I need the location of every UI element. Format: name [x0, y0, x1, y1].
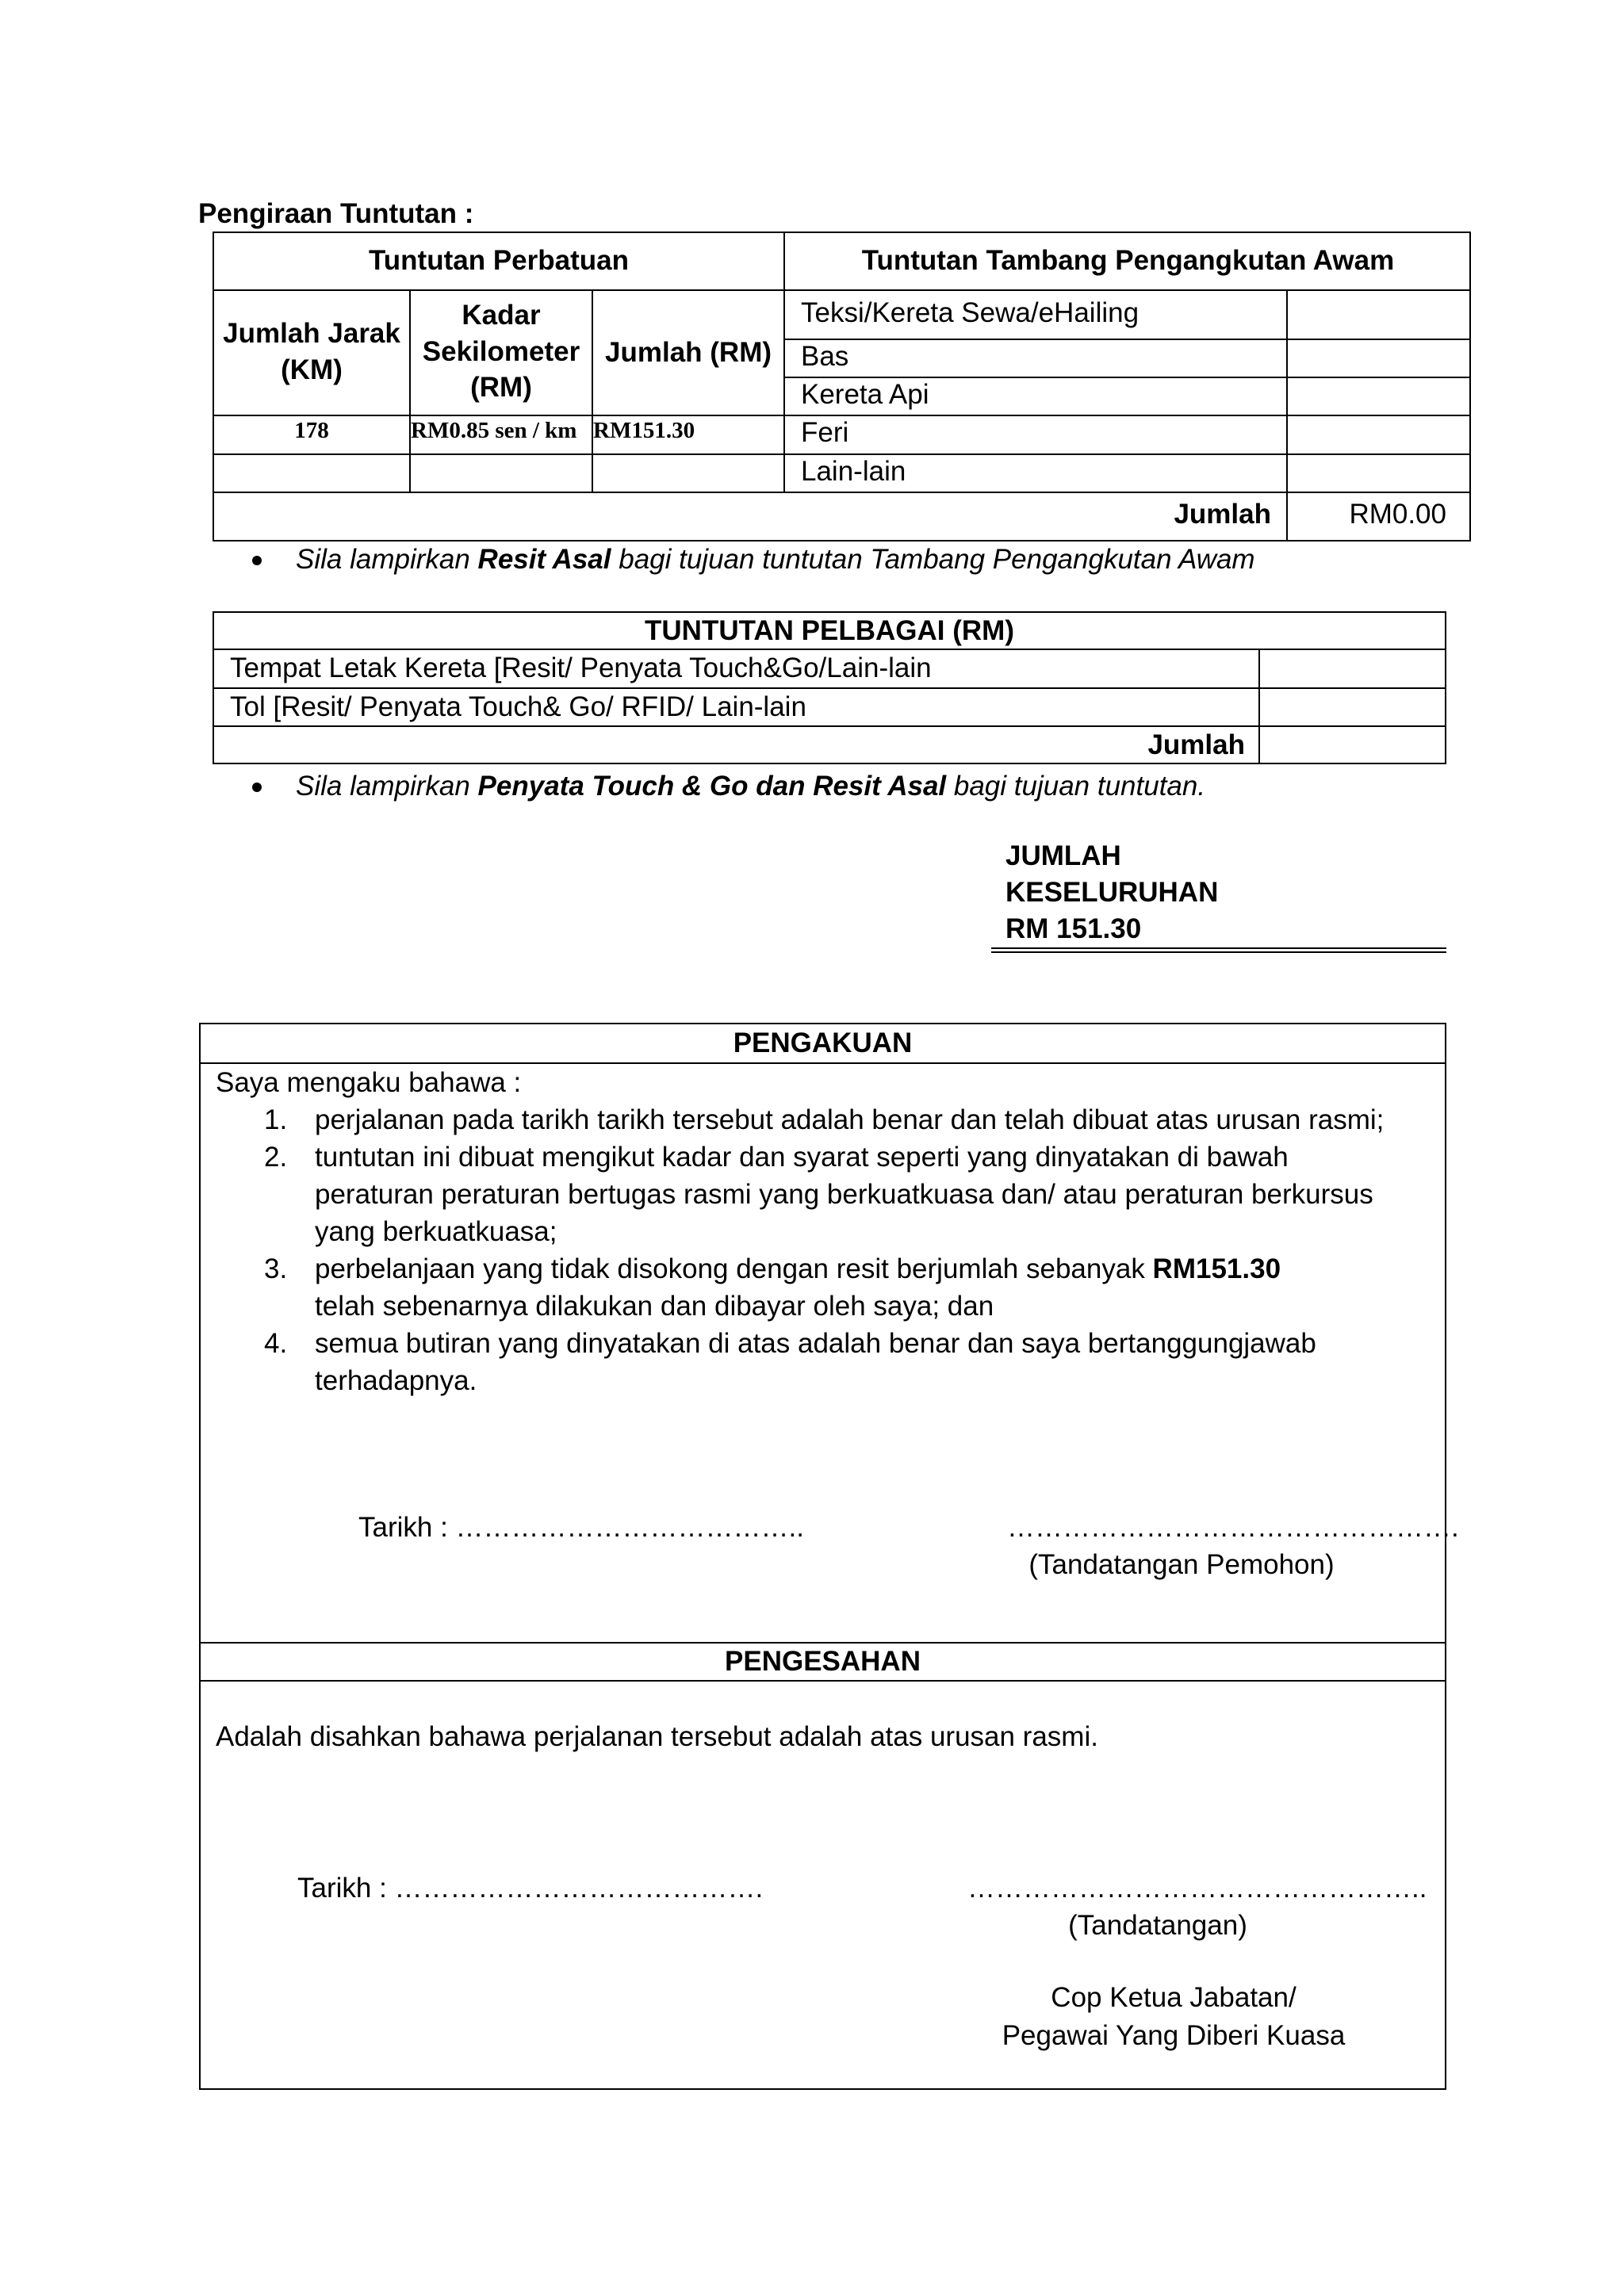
misc-total-label: Jumlah: [1147, 729, 1245, 760]
rate-value: RM0.85 sen / km: [411, 418, 577, 443]
transport-total-value: RM0.00: [1349, 499, 1446, 530]
col-amount-header: Jumlah (RM): [605, 337, 772, 368]
declaration-item-number: 3.: [264, 1253, 288, 1284]
col-distance-header: Jumlah Jarak (KM): [223, 318, 400, 385]
declaration-item-text: yang berkuatkuasa;: [315, 1216, 557, 1247]
note-touchngo: Sila lampirkan Penyata Touch & Go dan Resit Asal bagi tujuan tuntutan.: [296, 771, 1206, 802]
declaration-item-text: telah sebenarnya dilakukan dan dibayar oleh saya; dan: [315, 1291, 994, 1322]
transport-item: Feri: [801, 417, 849, 448]
transport-item: Bas: [801, 341, 849, 372]
transport-item: Kereta Api: [801, 379, 929, 410]
misc-item: Tempat Letak Kereta [Resit/ Penyata Touch&Go/Lain-lain: [230, 652, 932, 683]
verification-signature-label: (Tandatangan): [1068, 1910, 1247, 1941]
verification-header: PENGESAHAN: [725, 1646, 921, 1677]
declaration-item-text: terhadapnya.: [315, 1365, 477, 1396]
bullet-icon: [252, 783, 262, 792]
declaration-item-number: 2.: [264, 1142, 288, 1173]
grand-total-underline: [991, 947, 1446, 949]
distance-value: 178: [294, 418, 329, 443]
col-rate-header: Kadar Sekilometer (RM): [422, 300, 580, 403]
applicant-date-field[interactable]: Tarikh : ………………………………..: [358, 1512, 804, 1543]
grand-total: JUMLAH KESELURUHAN RM 151.30: [1005, 840, 1219, 944]
verification-date-field[interactable]: Tarikh : ………………………………….: [297, 1873, 764, 1904]
declaration-item-text: semua butiran yang dinyatakan di atas adalah benar dan saya bertanggungjawab: [315, 1328, 1316, 1359]
declaration-item-text: peraturan peraturan bertugas rasmi yang berkuatkuasa dan/ atau peraturan berkursus: [315, 1179, 1373, 1210]
amount-value: RM151.30: [593, 418, 695, 443]
misc-item: Tol [Resit/ Penyata Touch& Go/ RFID/ Lain-lain: [230, 691, 806, 722]
transport-header: Tuntutan Tambang Pengangkutan Awam: [861, 245, 1395, 276]
misc-header: TUNTUTAN PELBAGAI (RM): [645, 615, 1014, 646]
applicant-signature-label: (Tandatangan Pemohon): [1028, 1549, 1335, 1580]
transport-total-label: Jumlah: [1174, 499, 1271, 530]
applicant-signature-line[interactable]: ………………………………………….: [1007, 1512, 1459, 1543]
declaration-item-text: perbelanjaan yang tidak disokong dengan resit berjumlah sebanyak RM151.30: [315, 1253, 1281, 1284]
declaration-item-number: 4.: [264, 1328, 288, 1359]
declaration-item-number: 1.: [264, 1104, 288, 1135]
mileage-header: Tuntutan Perbatuan: [369, 245, 629, 276]
section-title: Pengiraan Tuntutan :: [198, 198, 474, 229]
stamp-label: Cop Ketua Jabatan/ Pegawai Yang Diberi Kuasa: [1002, 1982, 1346, 2051]
bullet-icon: [252, 556, 262, 565]
note-receipt: Sila lampirkan Resit Asal bagi tujuan tuntutan Tambang Pengangkutan Awam: [296, 544, 1255, 575]
declaration-intro: Saya mengaku bahawa :: [216, 1067, 522, 1098]
declaration-item-text: perjalanan pada tarikh tarikh tersebut adalah benar dan telah dibuat atas urusan rasmi;: [315, 1104, 1385, 1135]
declaration-item-text: tuntutan ini dibuat mengikut kadar dan syarat seperti yang dinyatakan di bawah: [315, 1142, 1289, 1173]
transport-item: Lain-lain: [801, 456, 906, 487]
declaration-header: PENGAKUAN: [733, 1027, 913, 1058]
verification-signature-line[interactable]: …………………………………………..: [967, 1873, 1427, 1904]
transport-item: Teksi/Kereta Sewa/eHailing: [801, 297, 1139, 328]
verification-text: Adalah disahkan bahawa perjalanan tersebut adalah atas urusan rasmi.: [216, 1721, 1098, 1752]
